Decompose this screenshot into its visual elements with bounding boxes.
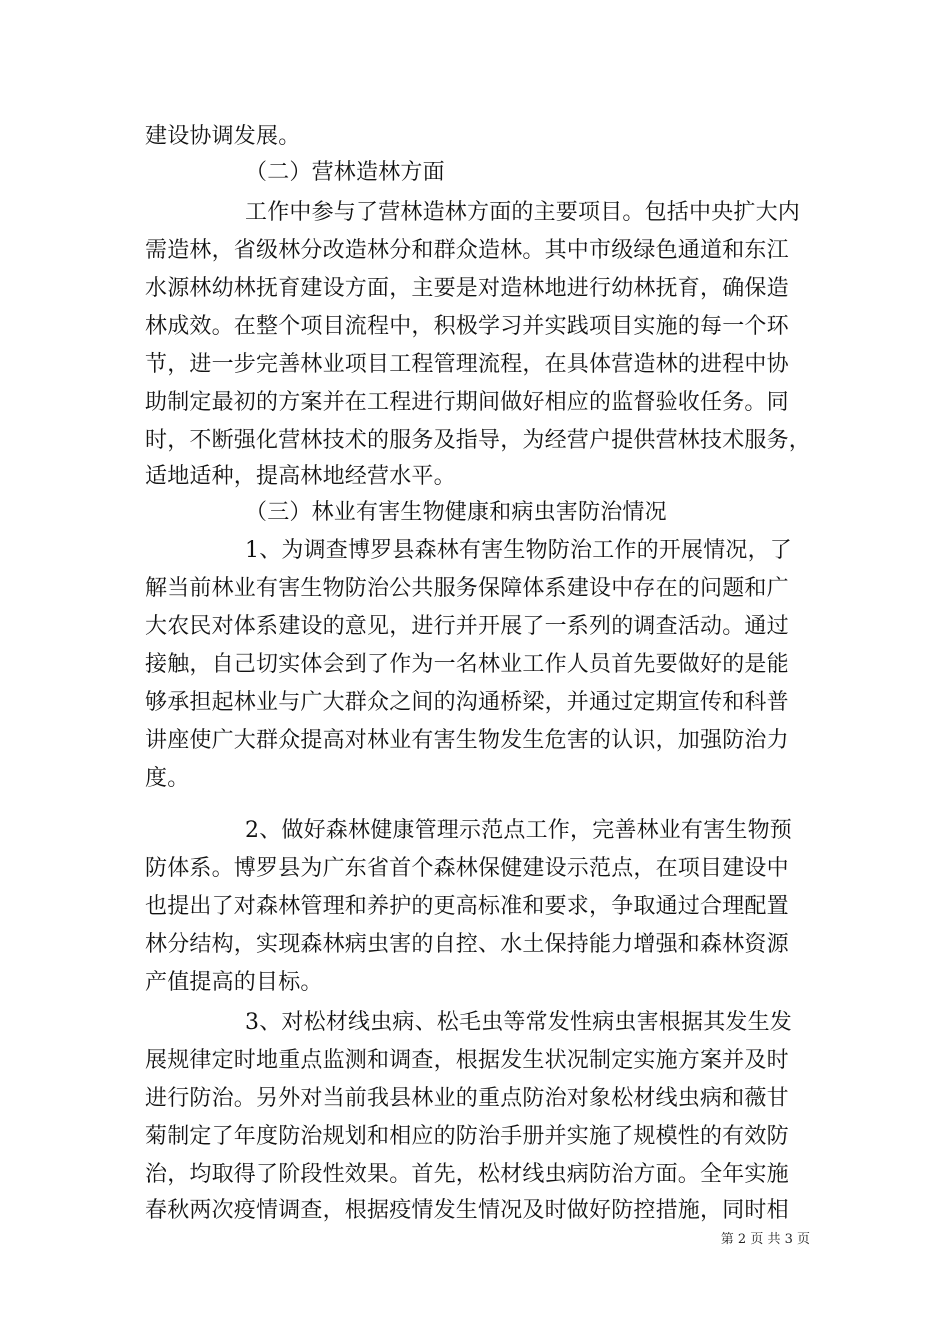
text-line: 节，进一步完善林业项目工程管理流程，在具体营造林的进程中协: [145, 352, 789, 377]
text-line: 工作中参与了营林造林方面的主要项目。包括中央扩大内: [245, 200, 801, 225]
text-line: 大农民对体系建设的意见，进行并开展了一系列的调查活动。通过: [145, 614, 789, 639]
text-line: 讲座使广大群众提高对林业有害生物发生危害的认识，加强防治力: [145, 728, 789, 753]
text-line: 治，均取得了阶段性效果。首先，松材线虫病防治方面。全年实施: [145, 1162, 789, 1187]
section-heading: （二）营林造林方面: [245, 160, 445, 185]
text-line: 够承担起林业与广大群众之间的沟通桥梁，并通过定期宣传和科普: [145, 690, 789, 715]
text-line: 产值提高的目标。: [145, 970, 323, 995]
text-line: 1、为调查博罗县森林有害生物防治工作的开展情况，了: [245, 538, 792, 563]
text-line: 建设协调发展。: [145, 124, 301, 149]
text-line: 度。: [145, 766, 190, 791]
section-heading: （三）林业有害生物健康和病虫害防治情况: [245, 500, 667, 525]
text-line: 需造林，省级林分改造林分和群众造林。其中市级绿色通道和东江: [145, 238, 789, 263]
text-line: 林成效。在整个项目流程中，积极学习并实践项目实施的每一个环: [145, 314, 789, 339]
text-line: 也提出了对森林管理和养护的更高标准和要求，争取通过合理配置: [145, 894, 789, 919]
page-number: 第 2 页 共 3 页: [720, 1232, 810, 1247]
text-line: 适地适种，提高林地经营水平。: [145, 464, 456, 489]
text-line: 林分结构，实现森林病虫害的自控、水土保持能力增强和森林资源: [145, 932, 789, 957]
text-line: 春秋两次疫情调查，根据疫情发生情况及时做好防控措施，同时相: [145, 1198, 789, 1223]
text-line: 2、做好森林健康管理示范点工作，完善林业有害生物预: [245, 818, 792, 843]
text-line: 解当前林业有害生物防治公共服务保障体系建设中存在的问题和广: [145, 576, 789, 601]
text-line: 3、对松材线虫病、松毛虫等常发性病虫害根据其发生发: [245, 1010, 792, 1035]
text-line: 水源林幼林抚育建设方面，主要是对造林地进行幼林抚育，确保造: [145, 276, 789, 301]
text-line: 接触，自己切实体会到了作为一名林业工作人员首先要做好的是能: [145, 652, 789, 677]
text-line: 时，不断强化营林技术的服务及指导，为经营户提供营林技术服务，: [145, 428, 812, 453]
text-line: 进行防治。另外对当前我县林业的重点防治对象松材线虫病和薇甘: [145, 1086, 789, 1111]
text-line: 菊制定了年度防治规划和相应的防治手册并实施了规模性的有效防: [145, 1124, 789, 1149]
text-line: 展规律定时地重点监测和调查，根据发生状况制定实施方案并及时: [145, 1048, 789, 1073]
text-line: 助制定最初的方案并在工程进行期间做好相应的监督验收任务。同: [145, 390, 789, 415]
text-line: 防体系。博罗县为广东省首个森林保健建设示范点，在项目建设中: [145, 856, 789, 881]
